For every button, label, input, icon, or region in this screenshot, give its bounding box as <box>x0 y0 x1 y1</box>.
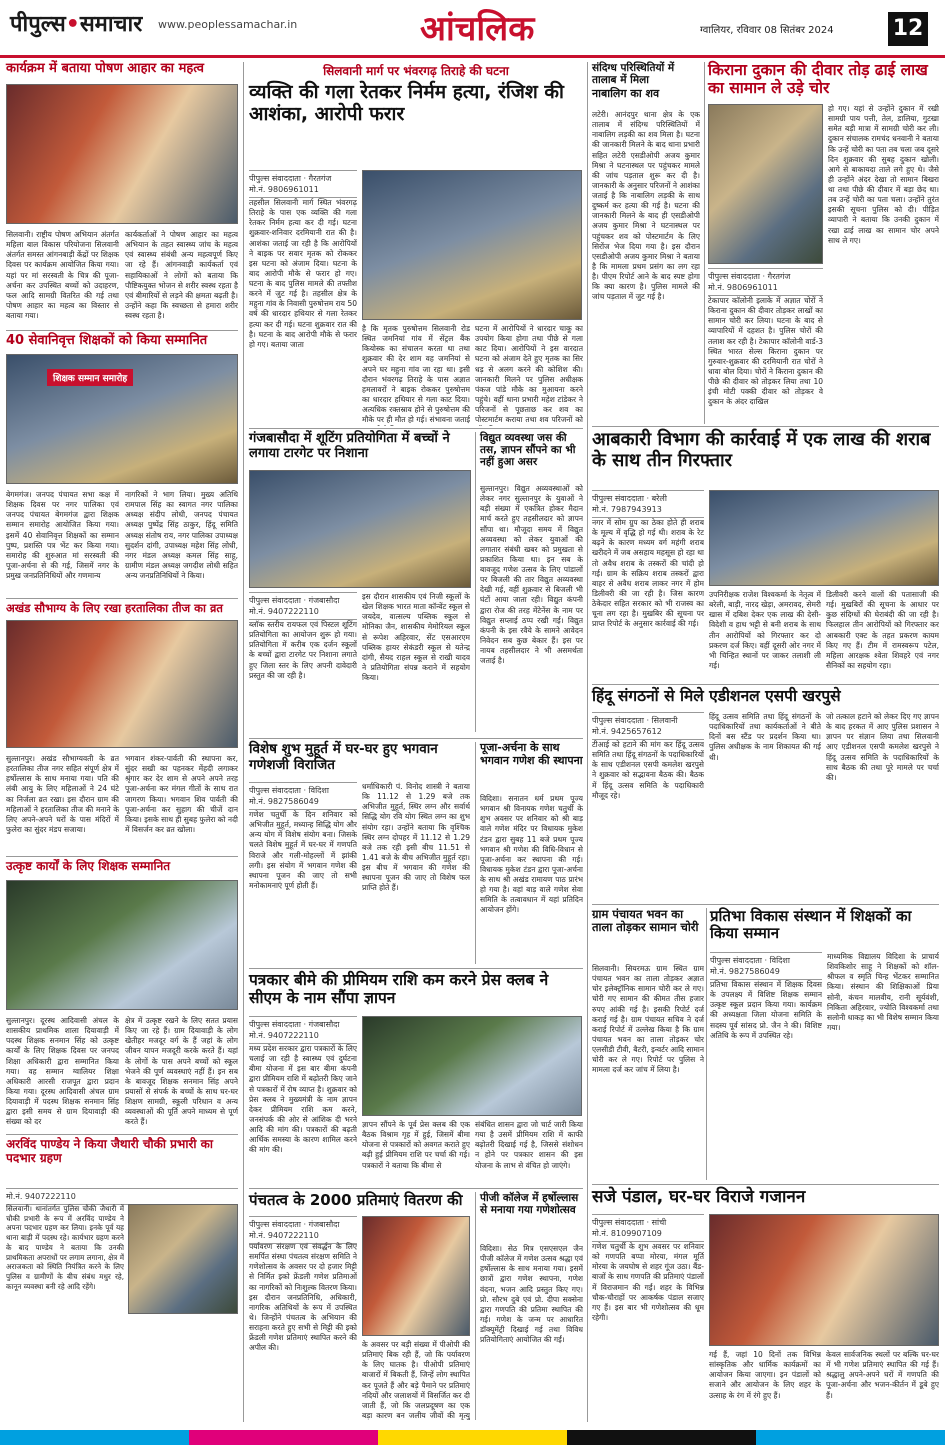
article-panchtatva <box>249 1191 471 1420</box>
photo-banner: शिक्षक सम्मान समारोह <box>47 369 133 386</box>
article-text: प्रतिभा विकास संस्थान में शिक्षक दिवस के उपलक्ष्य में विशिष्ट शिक्षक सम्मान उत्कृष्ट स्कूल प्रदान किया गया। कार्यक्रम की अध्यक्षता जिला योजना समिति के सदस्य पूर्व सांसद प्रो. जैन ने की। विशिष्ट अतिथि के रूप में उपस्थित रहे। <box>710 980 822 1040</box>
byline: पीपुल्स संवाददाता · विदिशा मो.नं. 9827586049 <box>249 782 357 810</box>
byline: पीपुल्स संवाददाता · सांची मो.नं. 8109907109 <box>592 1214 704 1242</box>
article-teej <box>6 601 238 834</box>
headline: विद्युत व्यवस्था जस की तस, ज्ञापन सौंपने का भी नहीं हुआ असर <box>480 432 576 469</box>
article-text: धर्माधिकारी पं. विनोद शास्त्री ने बताया कि 11.12 से 1.29 बजे तक अभिजीत मुहूर्त, स्थिर लग्न और सर्वार्थ सिद्धि योग रवि योग स्थित लग्न का शुभ संयोग रहा। उन्होंने बताया कि वृश्चिक स्थिर लग्न दोपहर में 11.12 से 1.29 बजे तक रही इसी बीच 11.51 से 1.41 बजे के बीच अभिजीत मुहूर्त रहा। इस बीच में भगवान की गणेश की स्थापना पूजन की जाए तो विशेष फल प्राप्ति होते हैं। <box>362 782 470 893</box>
headline: ग्राम पंचायत भवन का ताला तोड़कर सामान चोरी <box>592 907 699 935</box>
article-text: सिलवानी। राष्ट्रीय पोषण अभियान अंतर्गत महिला बाल विकास परियोजना सिलवानी अंतर्गत समस्त आंगनबाड़ी केंद्रों पर शिक्षक दिवस पर कार्यक्रम आयोजित किया गया। यहां पर मां सरस्वती के चित्र की पूजा-अर्चना कर उपस्थित बच्चों को उदाहरण, फल आदि सामग्री वितरित की गई तथा पोषण आहार का महत्व का विस्तार से बताया गया। <box>6 230 119 320</box>
article-text: गई हैं, जहां 10 दिनों तक विभिन्न सांस्कृतिक और धार्मिक कार्यक्रमों का आयोजन किया जाएगा। इन पंडालों को सजाने और आयोजन के लिए शहर के उत्साह के रंग में रंगे हुए हैं। <box>709 1350 821 1400</box>
article-ganesh-muhurat <box>249 741 471 893</box>
article-text: सुल्तानपुर। अखंड सौभाग्यवती के व्रत हरतालिका तीज नगर सहित संपूर्ण क्षेत्र में हर्षोल्लास के साथ मनाया गया। पति की लंबी आयु के लिए महिलाओं ने 24 घंटे का निर्जला व्रत रखा। इस दौरान ग्राम की महिलाओं ने हरतालिका तीज की मनाने के लिए अपने-अपने घरों के पास मंदिरों में फुलेरा का सुंदर मंडप सजाया। <box>6 754 119 834</box>
article-text: के अवसर पर बड़ी संख्या में पीओपी की प्रतिमाएं बिक रही हैं, जो कि पर्यावरण के लिए घातक है। पीओपी प्रतिमाएं बाजारों में बिकती हैं, जिन्हें लोग स्थापित कर पूजते हैं और बड़े पैमाने पर प्रतिमाएं नदियों और जलाशयों में विसर्जित कर दी जाती हैं, जो कि जलप्रदूषण का एक बड़ा कारण बन जलीय जीवों की मृत्यु <box>362 1340 470 1420</box>
color-registration-bar <box>0 1430 945 1445</box>
article-text: ब्लॉक स्तरीय रायफल एवं पिस्टल शूटिंग प्रतियोगिता का आयोजन शुरू हो गया। प्रतियोगिता में करीब एक दर्जन स्कूलों के बच्चों द्वारा टारगेट पर निशाना लगाते हुए जिला स्तर के लिए अपनी दावेदारी प्रस्तुत की जा रही है। <box>249 620 357 680</box>
article-text: जो तत्काल हटाने को लेकर दिए गए ज्ञापन के बाद हरकत में आए पुलिस प्रशासन ने ज्ञापन पर संज्ञान लिया तथा सिलवानी आए एडीशनल एसपी कमलेश खरपुसे ने हिंदू उत्सव समिति के पदाधिकारियों के साथ बैठक की तथा पूरे मामले पर चर्चा की। <box>826 712 939 782</box>
headline: 40 सेवानिवृत्त शिक्षकों को किया सम्मानित <box>6 333 208 348</box>
headline: पूजा-अर्चना के साथ भगवान गणेश की स्थापना <box>480 741 583 767</box>
headline: पंचतत्व के 2000 प्रतिमाएं वितरण की <box>249 1191 463 1209</box>
masthead <box>0 0 945 58</box>
section-divider <box>6 598 238 599</box>
dateline: ग्वालियर, रविवार 08 सितंबर 2024 <box>700 25 834 36</box>
article-text: सिलवानी। थानांतर्गत पुलिस चौकी जैथारी में चौकी प्रभारी के रूप में अरविंद पाण्डेय ने अपना पदभार ग्रहण कर लिया। इनके पूर्व यह थाना बाड़ी में पदस्थ रहे। कार्यभार ग्रहण करने के बाद पाण्डेय ने बताया कि उनकी प्राथमिकता अपराधों पर लगाम लगाना, क्षेत्र में अराजकता को स्थिति नियंत्रित करने के लिए पुलिस व ग्रामीणों के बीच संबंध मधुर रहे, कानून व्यवस्था बनी रहे आदि रहेंगे। <box>6 1204 124 1291</box>
byline: पीपुल्स संवाददाता · बरेली मो.नं. 7987943913 <box>592 490 704 518</box>
section-divider <box>592 904 939 905</box>
section-divider <box>249 428 583 429</box>
headline: प्रतिभा विकास संस्थान में शिक्षकों का किया सम्मान <box>710 907 912 943</box>
headline: पत्रकार बीमे की प्रीमियम राशि कम करने प्रेस क्लब ने सीएम के नाम सौंपा ज्ञापन <box>249 971 549 1007</box>
article-text: है कि मृतक पुरुषोत्तम सिलवानी रोड स्थित जमनियां गांव में सेंट्रल बैंक कियोस्क का संचालन करता था तथा शुक्रवार की देर शाम वह जमनियां से अपने घर महुना गांव जा रहा था। इसी दौरान भंवरगढ़ तिराहे के पास अज्ञात हमलावरों ने बाइक रोककर पुरुषोत्तम का धारदार हथियार से गला काट दिया। अत्यधिक रक्तस्राव होने से पुरुषोत्तम की मौके पर ही मौत हो गई। संभावना जताई <box>362 324 470 425</box>
article-text: सिलवानी। सियरमऊ ग्राम स्थित ग्राम पंचायत भवन का ताला तोड़कर अज्ञात चोर इलेक्ट्रॉनिक सामान चोरी कर ले गए। चोरी गए सामान की कीमत तीस हजार रुपए आंकी गई है। इसकी रिपोर्ट दर्ज कराई गई है। ग्राम पंचायत सचिव ने दर्ज कराई रिपोर्ट में उल्लेख किया है कि ग्राम पंचायत भवन का ताला तोड़कर चोर एलसीडी टीवी, बैटरी, इन्वर्टर आदि सामान चोरी कर ले गए। रिपोर्ट पर पुलिस ने मामला दर्ज कर जांच में लिया है। <box>592 964 704 1075</box>
section-divider <box>592 684 939 685</box>
headline: नाबालिग का शव <box>592 87 660 101</box>
headline: सजे पंडाल, घर-घर विराजे गजानन <box>592 1187 806 1207</box>
website-url: www.peoplessamachar.in <box>158 18 298 31</box>
newspaper-logo: पीपुल्स•समाचार <box>10 12 143 37</box>
headline: विशेष शुभ मुहूर्त में घर-घर हुए भगवान गणेशजी विराजित <box>249 741 438 773</box>
headline: किराना दुकान की दीवार तोड़ ढाई लाख का सामान ले उड़े चोर <box>708 61 928 97</box>
section-divider <box>249 968 583 969</box>
article-text: पर्यावरण संरक्षण एवं संवर्द्धन के लिए समर्पित संस्था पंचतत्व संरक्षण समिति ने गणेशोत्सव के अवसर पर दो हजार मिट्टी से निर्मित इको फ्रेंडली गणेश प्रतिमाओं का नागरिकों को निःशुल्क वितरण किया। इस दौरान जनप्रतिनिधि, अधिकारी, नागरिक अतिथियों के रूप में उपस्थित थे। जिन्होंने पंचतत्व के अभियान की सराहना करते हुए सभी से मिट्टी की इको फ्रेंडली गणेश प्रतिमाएं स्थापित करने की अपील की। <box>249 1242 357 1353</box>
section-title: आंचलिक <box>420 9 535 49</box>
article-text: संबंधित शासन द्वारा जो चार्ट जारी किया गया है उसमें प्रीमियम राशि में काफी बढ़ोतरी दिखाई गई है, जिससे संशोधन न होने पर पत्रकार शासन की इस योजना के लाभ से वंचित हो जाएंगे। <box>475 1120 583 1170</box>
section-divider <box>249 738 583 739</box>
column-rule <box>706 908 707 1180</box>
article-text: विदिशा। सनातन धर्म प्रथम पूज्य भगवान श्री विनायक गणेश चतुर्थी के शुभ अवसर पर शनिवार को श्री बाड़ वाले गणेश मंदिर पर विधायक मुकेश टंडन द्वारा सुबह 11 बजे प्रथम पूज्य भगवान श्री गणेश की विधि-विधान से पूजा-अर्चना कर स्थापना की गई। विधायक मुकेश टंडन द्वारा पूजा-अर्चना के साथ श्री अखंड रामायण पाठ प्रारंभ हो गया है। वहां बाड़ वाले गणेश सेवा समिति के तत्वावधान में यहां प्रतिदिन आयोजन होंगे। <box>480 794 583 915</box>
article-text: गणेश चतुर्थी के दिन शनिवार को अभिजीत मुहूर्त, मध्यान्ह सिद्धि योग और अन्य योग में विशेष संयोग बना। जिसके चलते विशेष मुहूर्त में घर-घर में गणपति विराजे और गली-मोहल्लों में झांकी लगी। इस संयोग में भगवान गणेश की स्थापना पूजन की जाए तो सभी मनोकामनाएं पूर्ण होती हैं। <box>249 810 357 890</box>
article-text: टीआई को हटाने की मांग कर हिंदू उत्सव समिति तथा हिंदू संगठनों के पदाधिकारियों के साथ एडीशनल एसपी कमलेश खरपुसे ने शुक्रवार को सद्भावना बैठक की। बैठक में हिंदू उत्सव समिति के पदाधिकारी मौजूद रहे। <box>592 740 704 800</box>
article-text: घटना में आरोपियों ने धारदार चाकू का उपयोग किया होगा तथा पीछे से गला काट दिया। आरोपियों ने इस वारदात घटना को अंजाम देते हुए मृतक का सिर धड़ से अलग करने की कोशिश की। जानकारी मिलने पर पुलिस अधीक्षक पंकज पांडे मौके का मुआयना करने पहुंचे। वहीं थाना प्रभारी महेश टांडेकर ने परिजनों से पूछताछ कर शव का पोस्टमार्टम कराया तथा शव परिजनों को <box>475 324 583 425</box>
article-police-charge <box>6 1137 238 1291</box>
photo <box>362 1216 470 1336</box>
column-rule <box>704 62 705 424</box>
article-hindu-orgs <box>592 687 939 800</box>
byline: पीपुल्स संवाददाता · गैरतगंज मो.नं. 9806961011 <box>249 170 357 198</box>
article-text: विदिशा। सेठ मित्र एसएसएल जैन पीजी कॉलेज में गणेश उत्सव श्रद्धा एवं हर्षोल्लास के साथ मनाया गया। इसमें छात्रों द्वारा गणेश स्थापना, गणेश वंदना, भजन आदि प्रस्तुत किए गए। प्रो. सौरभ दुबे एवं प्रो. दीपा सक्सेना द्वारा गणपति की प्रतिमा स्थापित की गई। गणेश के जन्म पर आधारित डॉक्यूमेंट्री दिखाई गई तथा विविध प्रतियोगिताएं आयोजित की गईं। <box>480 1244 583 1345</box>
article-minor-body <box>592 62 700 302</box>
photo <box>6 84 238 224</box>
article-pratibha <box>710 907 939 1040</box>
article-text: मध्य प्रदेश सरकार द्वारा पत्रकारों के लिए चलाई जा रही है स्वास्थ्य एवं दुर्घटना बीमा योजना में इस बार बीमा कंपनी द्वारा प्रीमियम राशि में बढ़ोतरी किए जाने से पत्रकारों में रोष व्याप्त है। शुक्रवार को प्रेस क्लब ने मुख्यमंत्री के नाम ज्ञापन देकर प्रीमियम राशि कम करने, जनसंपर्क की ओर से आंशिक दी भरने आदि की मांग की। पत्रकारों की बढ़ती आर्थिक समस्या के कारण शामिल करने की मांग की। <box>249 1044 357 1155</box>
article-teacher-excellence <box>6 859 238 1127</box>
article-text: बेगमगंज। जनपद पंचायत सभा कक्ष में शिक्षक दिवस पर नगर पालिका एवं जनपद पंचायत बेगमगंज द्वारा शिक्षक सम्मान समारोह आयोजित किया गया। इसमें 40 सेवानिवृत्त शिक्षकों का सम्मान पुष्प, प्रशस्ति पत्र भेंट कर किया गया। समारोह की शुरुआत मां सरस्वती की पूजा-अर्चना से की गई, जिसमें नगर के प्रमुख जनप्रतिनिधियों और गणमान्य <box>6 490 119 580</box>
article-text: हो गए। यहां से उन्होंने दुकान में रखी सामग्री पाय पत्ती, तेल, डालिया, गुटखा समेत बड़ी मात्रा में सामग्री चोरी कर ली। दुकान संचालक रामचंद धनवानी ने बताया कि उन्हें चोरी का पता तब चला जब दूसरे दिन शुक्रवार की सुबह दुकान खोली। आगे से बाकायदा ताले लगे हुए थे। जैसे ही उन्होंने अंदर देखा तो सामान बिखरा था तथा पीछे की दीवार में बड़ा छेद था। तब उन्हें चोरी का पता चला। उन्होंने तुरंत इसकी सूचना पुलिस को दी। पीड़ित व्यापारी ने बताया कि उनकी दुकान में रखा ढाई लाख का सामान चोर अपने साथ ले गए। <box>828 104 939 245</box>
article-text: सुल्तानपुर। विद्युत अव्यवस्थाओं को लेकर नगर सुल्तानपुर के युवाओं ने बड़ी संख्या में एकत्रित होकर मैदान मार्च करते हुए तहसीलदार को ज्ञापन सौंपा था। मौजूदा समय में विद्युत अव्यवस्था को लेकर युवाओं की लगातार संबंधी खबर को प्रमुखता से प्रकाशित किया था। इन सब के बावजूद गणेश उत्सव के लिए पांडालों पर बिजली की तार विद्युत अव्यवस्था देखी गई, वहीं शुक्रवार से बिजली भी घंटों आया जाता रही। विद्युत कंपनी द्वारा रोज की तरह मेंटेनेंस के नाम पर विद्युत सप्लाई ठप्प रखी गई। विद्युत कंपनी के इस रवैये के सामने आवेदन निवेदन सब कुछ बेकार हैं। इस पर नायब तहसीलदार ने भी असमर्थता जताई है। <box>480 484 583 666</box>
byline: पीपुल्स संवाददाता · विदिशा मो.नं. 9827586049 <box>710 952 822 980</box>
article-text: कार्यकर्ताओं ने पोषण आहार का महत्व अभियान के तहत स्वास्थ्य जांच के महत्व एवं स्वास्थ्य संबंधी अन्य महत्वपूर्ण किए जा रहे हैं। आंगनवाड़ी कार्यकर्ता एवं सहायिकाओं ने लोगों को बताया कि पौष्टिकयुक्त भोजन से शरीर स्वस्थ रहता है एवं बीमारियों से लड़ने की क्षमता बढ़ती है। उन्होंने कहा कि स्वच्छता से हमारा शरीर स्वस्थ रहता है। <box>125 230 238 320</box>
article-text: क्षेत्र में उत्कृष्ट रखने के लिए सतत प्रयास किए जा रहे हैं। ग्राम दियावाड़ी के लोग खेतीहर मजदूर वर्ग के हैं जहां के लोग जीवन यापन मजदूरी करके करते हैं। यहां के लोगों के पास अपने बच्चों को स्कूल भेजने की पूर्ण व्यवस्थाएं नहीं हैं। इन सब के बावजूद शिक्षक सनमान सिंह अपने प्रयासों से संपर्क के बच्चों के साथ घर-घर शिक्षण सामग्री, स्कूली परिधान व अन्य व्यवस्थाओं की पूर्ति अपने माध्यम से पूर्ण करते हैं। <box>125 1016 238 1127</box>
section-divider <box>592 1184 939 1185</box>
article-shop-theft <box>708 61 939 407</box>
headline: पीजी कॉलेज में हर्षोल्लास से मनाया गया गणेशोत्सव <box>480 1192 579 1217</box>
article-text: उपनिरीक्षक राजेश विश्वकर्मा के नेतृत्व में बरेली, बाड़ी, नारद खेड़ा, अमरावद, सेमरी खास में दबिश देकर एक लाख की देसी-विदेशी व हाथ भट्टी से बनी शराब के साथ तीन आरोपियों को गिरफ्तार कर दो प्रकरण दर्ज किए। वहीं दूसरी ओर नगर में भी चिन्हित स्थानों पर जाकर तलाशी ली गई। <box>709 590 821 670</box>
byline: पीपुल्स संवाददाता · सिलवानी मो.नं. 9425657612 <box>592 712 704 740</box>
section-divider <box>6 1134 238 1135</box>
column-rule <box>475 742 476 964</box>
byline: मो.नं. 9407222110 <box>6 1188 238 1205</box>
headline: उत्कृष्ट कार्यों के लिए शिक्षक सम्मानित <box>6 859 171 873</box>
column-rule <box>475 1192 476 1420</box>
article-text: तहसील सिलवानी मार्ग स्थित भंवरगढ़ तिराहे के पास एक व्यक्ति की गला रेतकर निर्मम हत्या कर दी गई। घटना शुक्रवार-शनिवार दरमियानी रात की है। आशंका जताई जा रही है कि आरोपियों ने बाइक पर सवार मृतक को रोककर इस घटना को अंजाम दिया। घटना के बाद आरोपी मौके से फरार हो गए। घटना के बाद पुलिस मामले की तफ्तीश करने में जुट गई है। तहसील क्षेत्र के महुना गांव के निवासी पुरुषोत्तम राय 50 वर्ष की धारदार हथियार से गला रेतकर हत्या कर दी गई। घटना शुक्रवार रात की है। घटना के बाद आरोपी मौके से फरार हो गए। बताया जाता <box>249 198 357 349</box>
headline: हिंदू संगठनों से मिले एडीशनल एसपी खरपुसे <box>592 687 841 705</box>
article-pandals <box>592 1187 939 1400</box>
headline: व्यक्ति की गला रेतकर निर्मम हत्या, रंजिश की आशंका, आरोपी फरार <box>249 81 564 125</box>
headline: कार्यक्रम में बताया पोषण आहार का महत्व <box>6 61 204 76</box>
photo <box>6 620 238 748</box>
article-text: नागरिकों ने भाग लिया। मुख्य अतिथि रामपाल सिंह का स्वागत नगर पालिका अध्यक्ष संदीप लोधी, जनपद पंचायत अध्यक्ष पुष्पेंद्र सिंह ठाकुर, हिंदू समिति अध्यक्ष संतोष राय, नगर पालिका उपाध्यक्ष सुदर्शन दांगी, उपाध्यक्ष महेश सिंह लोधी, नगर मंडल अध्यक्ष कमल सिंह साहू, ग्रामीण मंडल अध्यक्ष जगदीश लोधी सहित अन्य जनप्रतिनिधियों ने किया। <box>125 490 238 580</box>
photo <box>709 490 939 586</box>
byline: पीपुल्स संवाददाता · गंजबासौदा मो.नं. 9407222110 <box>249 1216 357 1244</box>
article-text: नगर में सोम ग्रुप का ठेका होते ही शराब के मूल्य में वृद्धि हो गई थी। शराब के रेट बढ़ने के कारण मध्यम वर्ग महंगी शराब खरीदने में जब असहाय महसूस हो रहा था तो अवैध शराब के तस्करों की चांदी हो गई। ग्राम के सक्रिय शराब तस्करों द्वारा बाहर से अवैध शराब लाकर नगर में होम डिलीवरी की जा रही है। जिस कारण ठेकेदार सहित सरकार को भी राजस्व का चूना लग रहा है। मुखबिर की सूचना पर प्राप्त रिपोर्ट के अनुसार कार्रवाई की गई। <box>592 518 704 629</box>
article-electricity <box>480 432 583 666</box>
article-text: लटेरी। आनंदपुर थाना क्षेत्र के एक तालाब में संदिग्ध परिस्थितियों में नाबालिग लड़की का शव मिला है। घटना की जानकारी मिलने के बाद थाना प्रभारी सहित लटेरी एसडीओपी अजय कुमार मिश्रा ने घटनास्थल पर पहुंचकर मामले की जांच पड़ताल शुरू कर दी है। जानकारी के अनुसार परिजनों ने आशंका जताई है कि नाबालिग लड़की के साथ दुष्कर्म कर हत्या की गई है। घटना की जानकारी मिलने के बाद ही एसडीओपी अजय कुमार मिश्रा ने घटनास्थल पर पहुंचकर शव को पोस्टमार्टम के लिए सिरोंज भेज दिया गया है। इस दौरान एसडीओपी अजय कुमार मिश्रा ने बताया है कि मामला प्रथम प्रसंग का लग रहा है। पीएम रिपोर्ट आने के बाद स्पष्ट होगा कि क्या कारण है। पुलिस मामले की जांच पड़ताल में जुट गई है। <box>592 110 700 302</box>
photo <box>249 470 471 588</box>
article-text: डिलीवरी करने वालों की पतासाजी की गई। मुखबिरों की सूचना के आधार पर कुछ संदिग्धों की घेराबंदी की जा रही है। फिलहाल तीन आरोपियों को गिरफ्तार कर आबकारी एक्ट के तहत प्रकरण कायम किए गए हैं। टीम में रामस्वरूप पटेल, महिला आरक्षक श्वेता शिवहरे एवं नगर सैनिकों का सहयोग रहा। <box>826 590 939 670</box>
column-rule <box>475 432 476 732</box>
photo <box>362 170 582 320</box>
portrait-photo <box>128 1204 238 1314</box>
headline: गंजबासौदा में शूटिंग प्रतियोगिता में बच्चों ने लगाया टारगेट पर निशाना <box>249 431 450 461</box>
article-nutrition <box>6 61 238 320</box>
article-text: केवल सार्वजनिक स्थलों पर बल्कि घर-घर में भी गणेश प्रतिमाएं स्थापित की गई हैं। श्रद्धालु अपने-अपने घरों में गणपति की पूजा-अर्चना और भजन-कीर्तन में डूबे हुए हैं। <box>826 1350 939 1400</box>
article-excise <box>592 429 939 670</box>
headline: आबकारी विभाग की कार्रवाई में एक लाख की शराब के साथ तीन गिरफ्तार <box>592 429 931 471</box>
photo <box>709 1214 939 1346</box>
article-murder <box>249 62 583 425</box>
column-rule <box>587 62 588 1422</box>
photo <box>6 354 238 484</box>
byline: पीपुल्स संवाददाता · गंजबासौदा मो.नं. 9407222110 <box>249 1016 357 1044</box>
column-rule <box>243 62 244 1422</box>
article-press-club <box>249 971 583 1170</box>
section-divider <box>6 856 238 857</box>
page-number: 12 <box>888 12 928 46</box>
photo <box>362 1016 582 1116</box>
article-text: टेकापार कॉलोनी इलाके में अज्ञात चोरों ने किराना दुकान की दीवार तोड़कर लाखों का सामान चोरी कर लिया। घटना के बाद से व्यापारियों में दहशत है। पुलिस चोरों की तलाश कर रही है। टेकापार कॉलोनी वार्ड-3 स्थित भारत सेल्स किराना दुकान पर गुरुवार-शुक्रवार की दरमियानी रात चोरों ने धावा बोल दिया। चोरों ने किराना दुकान की पीछे की दीवार को तोड़कर लिया तथा 10 इंची मोटी पक्की दीवार को तोड़कर वे दुकान के अंदर दाखिल <box>708 296 823 407</box>
article-text: माध्यमिक विद्यालय विदिशा के प्राचार्य शिवकिशोर साहू ने शिक्षकों को शॉल-श्रीफल व स्मृति चिन्ह भेंटकर सम्मानित किया। संस्थान की शिक्षिकाओं प्रिया सोनी, कंचन मालवीय, रानी सूर्यवंशी, निकिता अहिरवार, ज्योति विश्वकर्मा तथा सलोनी धाकड़ का भी विशेष सम्मान किया गया। <box>827 952 939 1032</box>
headline: अखंड सौभाग्य के लिए रखा हरतालिका तीज का व्रत <box>6 601 223 615</box>
section-divider <box>6 330 238 331</box>
article-pg-college <box>480 1192 583 1345</box>
photo <box>708 104 823 264</box>
article-text: इस दौरान शासकीय एवं निजी स्कूलों के खेल शिक्षक भारत माता कॉन्वेंट स्कूल से जयदेव, वात्सल्य पब्लिक स्कूल से मोनिका जैन, शासकीय मेमोरियल स्कूल से रूपेश अहिरवार, सेंट एसआरएम पब्लिक हायर सेकंडरी स्कूल से यतेन्द्र दांगी, सैयद राहल स्कूल से राखी यादव ने प्रतियोगिता संपन्न कराने में सहयोग किया। <box>362 592 470 682</box>
article-teachers-honoured <box>6 333 238 580</box>
byline: पीपुल्स संवाददाता · गंजबासौदा मो.नं. 9407222110 <box>249 592 357 620</box>
section-divider <box>592 426 939 427</box>
article-text: ज्ञापन सौंपने के पूर्व प्रेस क्लब की एक बैठक विश्राम गृह में हुई, जिसमें बीमा योजना से पत्रकारों को अवगत कराते हुए बढ़ी हुई प्रीमियम राशि पर चर्चा की गई। पत्रकारों ने बताया कि बीमा से <box>362 1120 470 1170</box>
article-text: भगवान शंकर-पार्वती की स्थापना कर, सुंदर सखी का पहनकर मेंहदी लगाकर श्रृंगार कर देर शाम से अपने अपने तरह पूजा-अर्चना कर मंगल गीतों के साथ रात जागरण किया। भगवान शिव पार्वती की पूजा-अर्चना कर सुहाग की चीजें दान किया। इसके साथ ही सुबह फुलेरा को नदी में विसर्जन कर व्रत खोला। <box>125 754 238 834</box>
article-text: गणेश चतुर्थी के शुभ अवसर पर शनिवार को गणपति बप्पा मोरया, मंगल मूर्ति मोरया के जयघोष से शहर गूंज उठा। बैंड-बाजों के साथ गणपति की प्रतिमाएं पंडालों में विराजमान की गईं। शहर के विभिन्न चौक-चौराहों पर आकर्षक पंडाल सजाए गए हैं। इस बार भी गणेशोत्सव की धूम रहेगी। <box>592 1242 704 1322</box>
article-panchayat-theft <box>592 907 704 1075</box>
article-text: सुल्तानपुर। दूरस्थ आदिवासी अंचल के शासकीय प्राथमिक शाला दियावाड़ी में पदस्थ शिक्षक सनमान सिंह को उत्कृष्ट कार्यों के लिए शिक्षक दिवस पर जनपद शिक्षा अधिकारी द्वारा सम्मानित किया गया। वह सम्मान ग्वालियर शिक्षा अधिकारी आरसी राजपूत द्वारा प्रदान किया गया। दूरस्थ आदिवासी अंचल ग्राम दियावाड़ी में पदस्थ शिक्षक सनमान सिंह द्वारा इसी समय से ग्राम दियावाड़ी की संख्या को दर <box>6 1016 119 1127</box>
photo <box>6 880 238 1010</box>
byline: पीपुल्स संवाददाता · गैरतगंज मो.नं. 9806961011 <box>708 268 823 296</box>
headline: अरविंद पाण्डेय ने किया जैथारी चौकी प्रभारी का पदभार ग्रहण <box>6 1137 213 1165</box>
article-ganesh-sthapana <box>480 741 583 915</box>
kicker: संदिग्ध परिस्थितियों में तालाब में मिला <box>592 62 675 87</box>
article-shooting <box>249 431 471 682</box>
kicker: सिलवानी मार्ग पर भंवरगढ़ तिराहे की घटना <box>323 64 509 78</box>
article-text: हिंदू उत्सव समिति तथा हिंदू संगठनों के पदाधिकारियों तथा कार्यकर्ताओं ने बीते दिनों बस स्टैंड पर प्रदर्शन किया था। पुलिस अधीक्षक के नाम शिकायत की गई थी। <box>709 712 821 762</box>
section-divider <box>249 1188 583 1189</box>
